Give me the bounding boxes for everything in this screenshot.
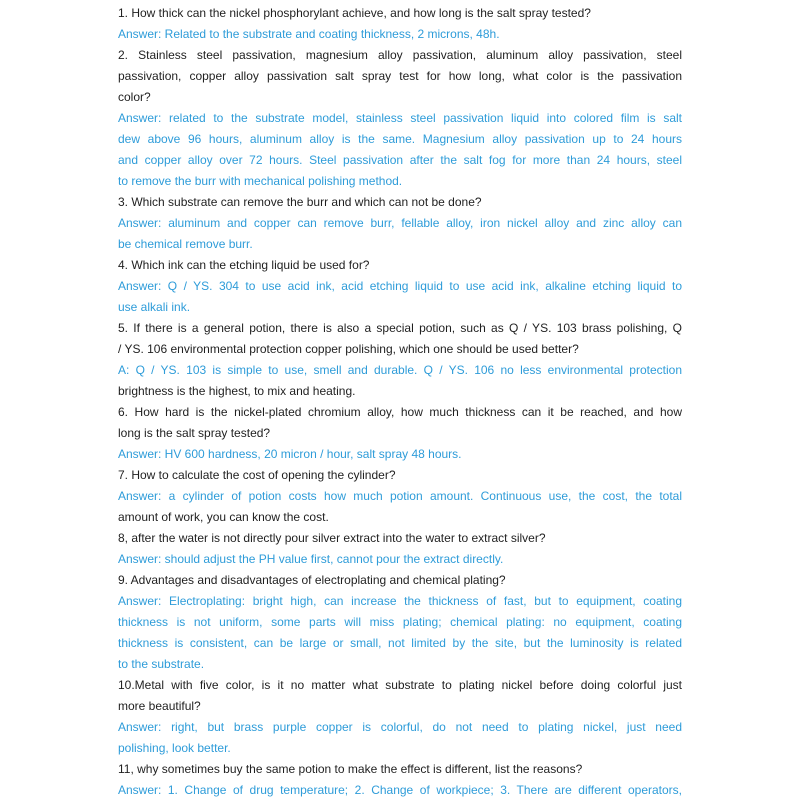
qa-item xyxy=(118,45,682,192)
answer-line: and copper alloy over 72 hours. Steel passivation after the salt fog for more than 24 hours, steel xyxy=(118,153,682,167)
answer-line: dew above 96 hours, aluminum alloy is the same. Magnesium alloy passivation up to 24 hours xyxy=(118,132,682,146)
question-line: color? xyxy=(118,90,151,104)
qa-item xyxy=(118,570,682,675)
question-line: more beautiful? xyxy=(118,699,201,713)
question-line: 11, why sometimes buy the same potion to make the effect is different, list the reasons? xyxy=(118,762,583,776)
question-line: / YS. 106 environmental protection copper polishing, which one should be used better? xyxy=(118,342,579,356)
question-line: passivation, copper alloy passivation salt spray test for how long, what color is the passivation xyxy=(118,69,682,83)
answer-line: Answer: related to the substrate model, stainless steel passivation liquid into colored film is salt xyxy=(118,111,682,125)
question-line: 3. Which substrate can remove the burr and which can not be done? xyxy=(118,195,482,209)
qa-item xyxy=(118,528,682,570)
answer-line: brightness is the highest, to mix and heating. xyxy=(118,384,356,398)
question-line: 2. Stainless steel passivation, magnesium alloy passivation, aluminum alloy passivation, steel xyxy=(118,48,682,62)
question-line: 4. Which ink can the etching liquid be used for? xyxy=(118,258,370,272)
qa-item xyxy=(118,465,682,528)
answer-line: Answer: a cylinder of potion costs how much potion amount. Continuous use, the cost, the total xyxy=(118,489,682,503)
answer-line: Answer: Related to the substrate and coating thickness, 2 microns, 48h. xyxy=(118,27,500,41)
answer-line: be chemical remove burr. xyxy=(118,237,253,251)
qa-item xyxy=(118,3,682,45)
answer-line: Answer: HV 600 hardness, 20 micron / hour, salt spray 48 hours. xyxy=(118,447,462,461)
qa-item xyxy=(118,402,682,465)
qa-item xyxy=(118,255,682,318)
answer-line: Answer: Electroplating: bright high, can increase the thickness of fast, but to equipment, coating xyxy=(118,594,682,608)
question-line: long is the salt spray tested? xyxy=(118,426,271,440)
answer-line: Answer: 1. Change of drug temperature; 2. Change of workpiece; 3. There are different operators, xyxy=(118,783,682,797)
qa-item xyxy=(118,759,682,800)
question-line: 9. Advantages and disadvantages of electroplating and chemical plating? xyxy=(118,573,506,587)
question-line: 5. If there is a general potion, there is also a special potion, such as Q / YS. 103 brass polishing, Q xyxy=(118,321,682,335)
question-line: 1. How thick can the nickel phosphorylant achieve, and how long is the salt spray tested? xyxy=(118,6,591,20)
answer-line: Answer: aluminum and copper can remove burr, fellable alloy, iron nickel alloy and zinc alloy can xyxy=(118,216,682,230)
question-line: 6. How hard is the nickel-plated chromium alloy, how much thickness can it be reached, and how xyxy=(118,405,682,419)
answer-line: use alkali ink. xyxy=(118,300,191,314)
qa-item xyxy=(118,192,682,255)
qa-item xyxy=(118,318,682,402)
answer-line: thickness is consistent, can be large or small, not limited by the site, but the luminosity is related xyxy=(118,636,682,650)
question-line: 7. How to calculate the cost of opening the cylinder? xyxy=(118,468,396,482)
answer-line: to remove the burr with mechanical polishing method. xyxy=(118,174,403,188)
answer-line: amount of work, you can know the cost. xyxy=(118,510,329,524)
question-line: 8, after the water is not directly pour silver extract into the water to extract silver? xyxy=(118,531,546,545)
answer-line: polishing, look better. xyxy=(118,741,231,755)
answer-line: thickness is not uniform, some parts will miss plating; chemical plating: no equipment, coating xyxy=(118,615,682,629)
answer-line: to the substrate. xyxy=(118,657,205,671)
answer-line: Answer: should adjust the PH value first, cannot pour the extract directly. xyxy=(118,552,504,566)
answer-line: Answer: right, but brass purple copper is colorful, do not need to plating nickel, just need xyxy=(118,720,682,734)
answer-line: A: Q / YS. 103 is simple to use, smell and durable. Q / YS. 106 no less environmental protection xyxy=(118,363,682,377)
qa-item xyxy=(118,675,682,759)
question-line: 10.Metal with five color, is it no matter what substrate to plating nickel before doing colorful just xyxy=(118,678,682,692)
answer-line: Answer: Q / YS. 304 to use acid ink, acid etching liquid to use acid ink, alkaline etching liquid to xyxy=(118,279,682,293)
